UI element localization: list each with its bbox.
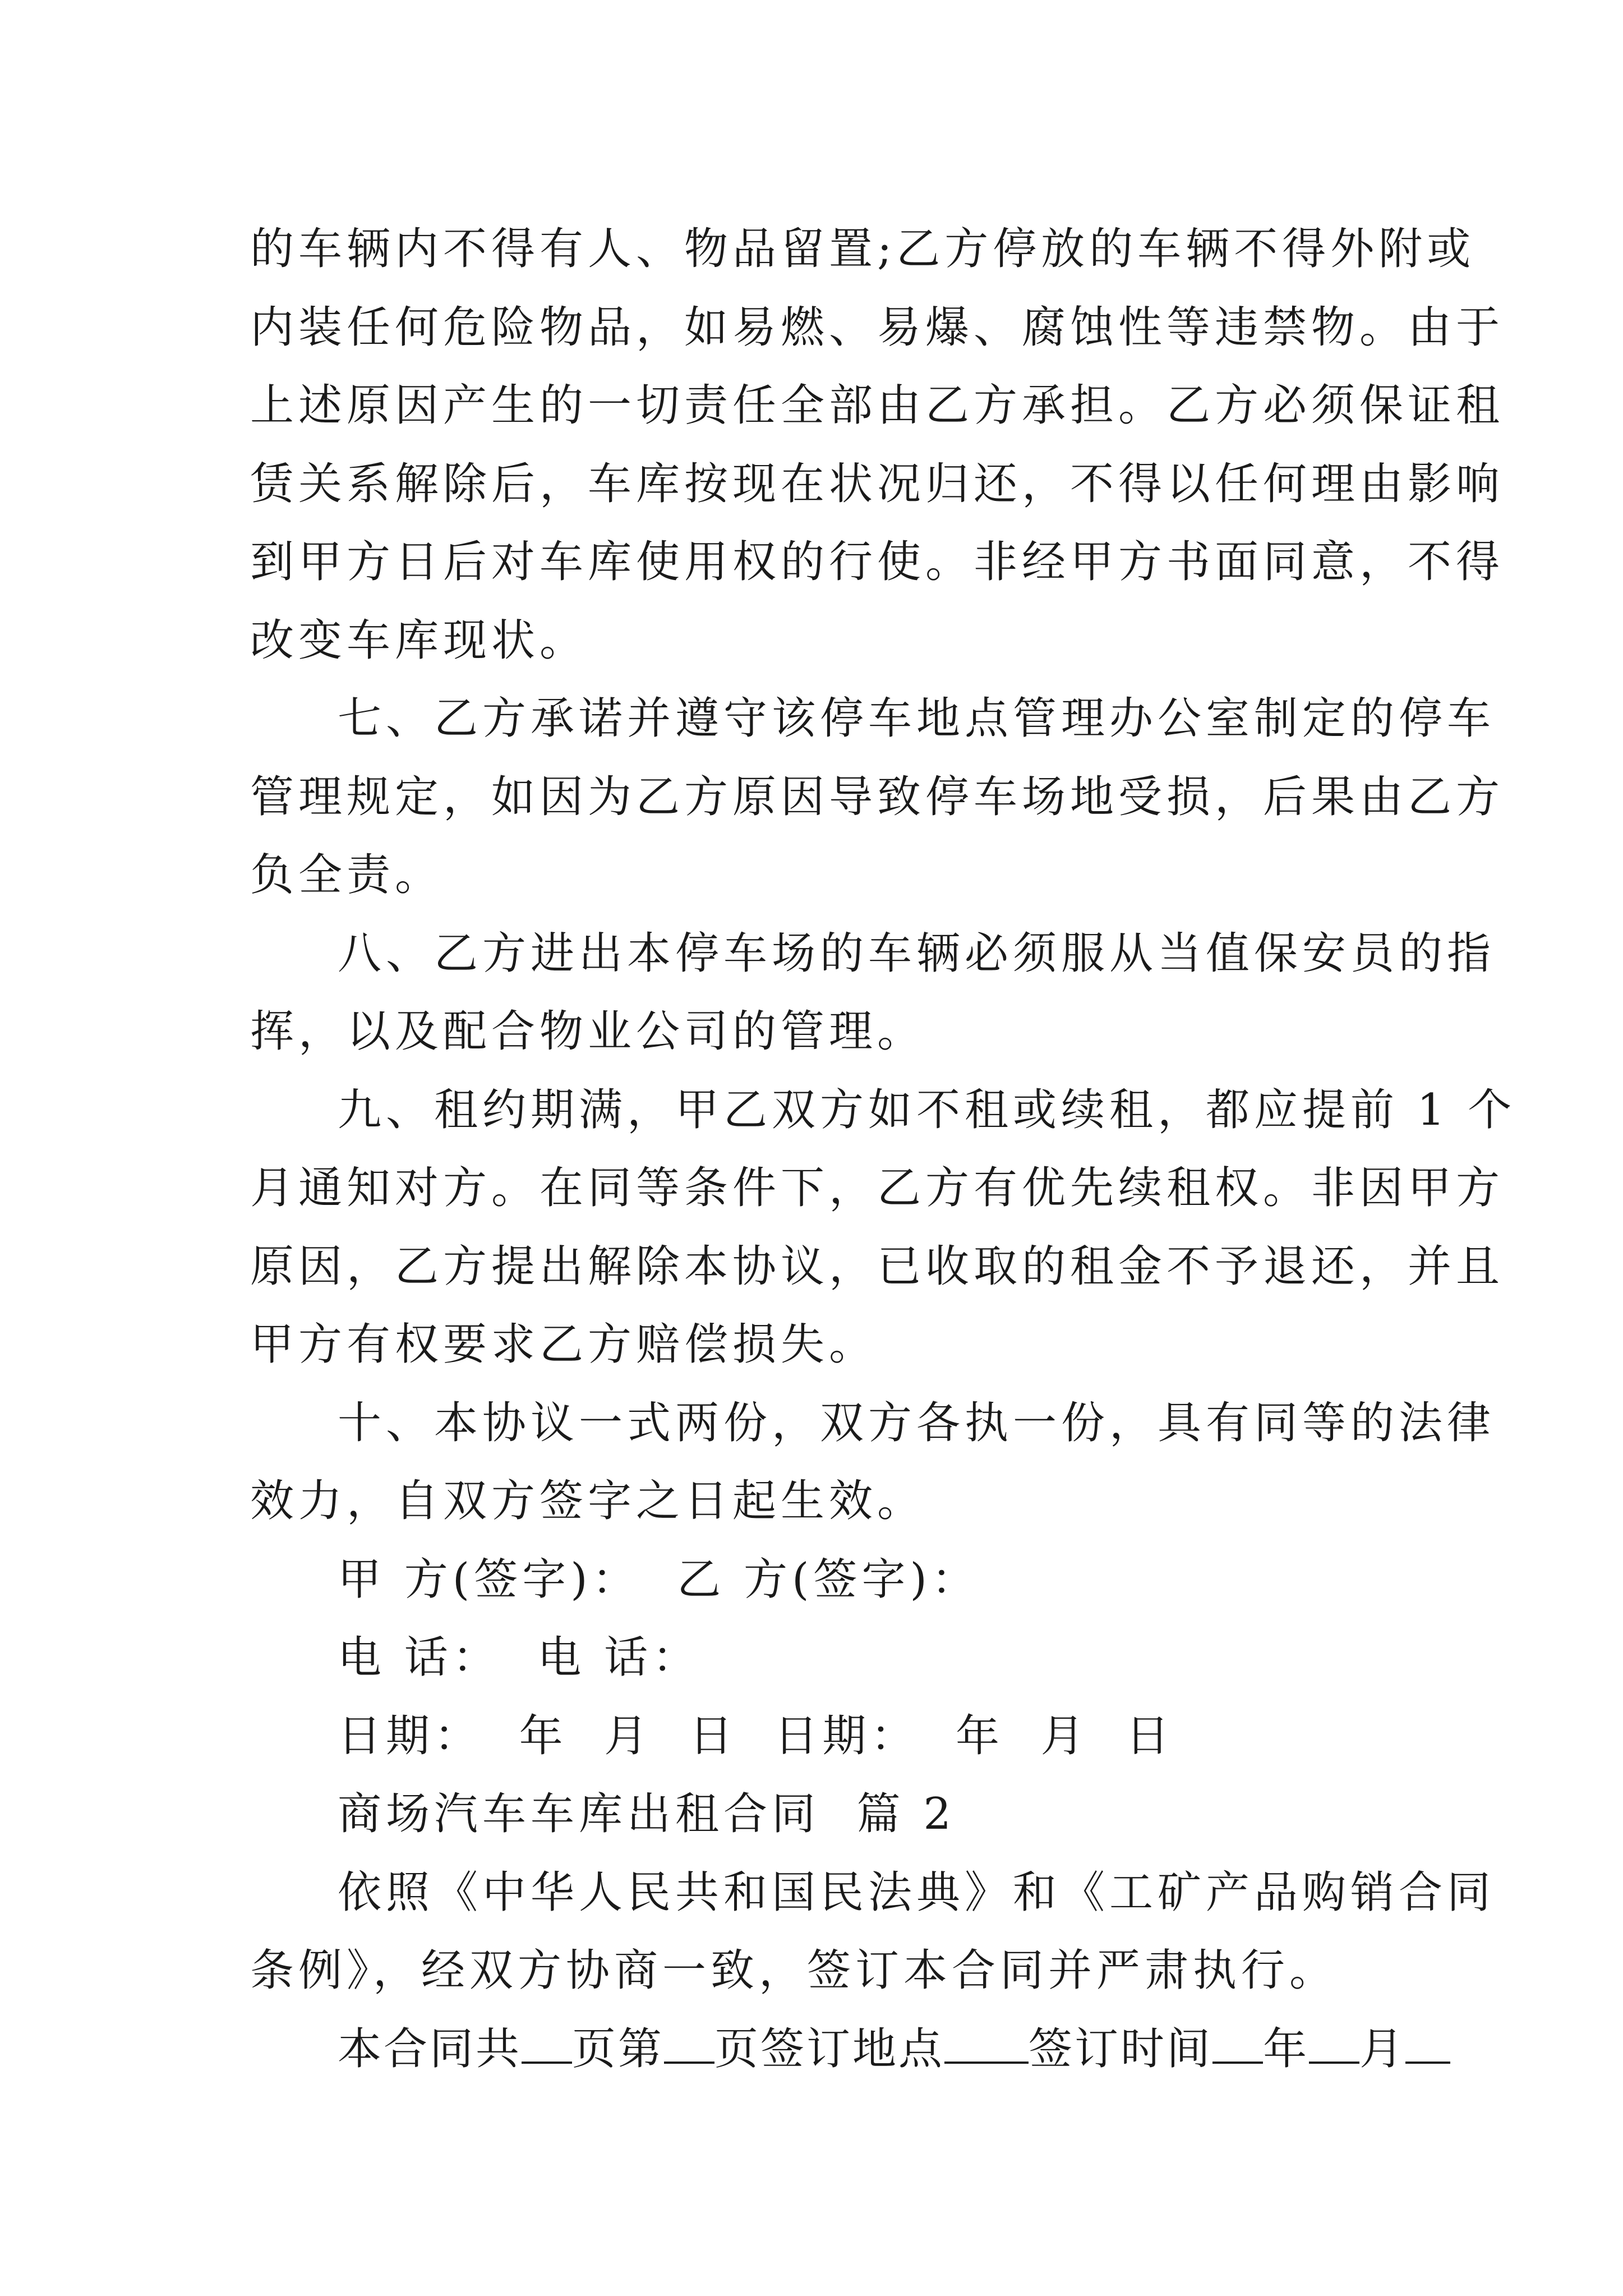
text-line: 挥，以及配合物业公司的管理。 bbox=[250, 1006, 926, 1057]
clause-7 bbox=[250, 680, 1505, 915]
signature-phone-line: 电 话： 电 话： bbox=[338, 1632, 701, 1683]
text-line: 到甲方日后对车库使用权的行使。非经甲方书面同意，不得 bbox=[250, 537, 1505, 587]
clause-8 bbox=[250, 915, 1496, 1071]
clause-10 bbox=[250, 1384, 1496, 1541]
text-line: 依照《中华人民共和国民法典》和《工矿产品购销合同 bbox=[338, 1867, 1496, 1918]
text-line: 月通知对方。在同等条件下，乙方有优先续租权。非因甲方 bbox=[250, 1163, 1505, 1213]
document-page bbox=[250, 210, 1516, 2088]
blank-field bbox=[664, 2022, 714, 2064]
form-label: 页第 bbox=[572, 2023, 665, 2074]
text-line: 原因，乙方提出解除本协议，已收取的租金不予退还，并且 bbox=[250, 1241, 1505, 1292]
blank-field bbox=[522, 2022, 572, 2064]
blank-field bbox=[1212, 2022, 1263, 2064]
text-line: 效力，自双方签字之日起生效。 bbox=[250, 1476, 926, 1526]
text-line: 改变车库现状。 bbox=[250, 615, 588, 666]
blank-field bbox=[1405, 2022, 1450, 2064]
text-line: 九、租约期满，甲乙双方如不租或续租，都应提前 1 个 bbox=[338, 1084, 1516, 1135]
blank-field bbox=[1309, 2022, 1359, 2064]
section-intro bbox=[250, 1854, 1496, 2010]
paragraph-continuation bbox=[250, 210, 1505, 680]
text-line: 的车辆内不得有人、物品留置;乙方停放的车辆不得外附或 bbox=[250, 224, 1476, 274]
form-label: 年 bbox=[1263, 2023, 1310, 2074]
form-label: 本合同共 bbox=[338, 2023, 522, 2074]
text-line: 负全责。 bbox=[250, 850, 444, 900]
text-line: 甲方有权要求乙方赔偿损失。 bbox=[250, 1319, 878, 1370]
text-line: 条例》，经双方协商一致，签订本合同并严肃执行。 bbox=[250, 1945, 1338, 1996]
contract-form-line bbox=[250, 2010, 1406, 2089]
signature-block bbox=[250, 1541, 1394, 1776]
section-title: 商场汽车车库出租合同 篇 2 bbox=[338, 1789, 956, 1839]
blank-field bbox=[944, 2022, 1029, 2064]
text-line: 八、乙方进出本停车场的车辆必须服从当值保安员的指 bbox=[338, 928, 1496, 979]
text-line: 赁关系解除后，车库按现在状况归还，不得以任何理由影响 bbox=[250, 458, 1505, 509]
text-line: 上述原因产生的一切责任全部由乙方承担。乙方必须保证租 bbox=[250, 380, 1505, 431]
text-line: 内装任何危险物品，如易燃、易爆、腐蚀性等违禁物。由于 bbox=[250, 302, 1505, 353]
signature-party-line: 甲 方(签字)： 乙 方(签字)： bbox=[338, 1554, 980, 1605]
form-label: 月 bbox=[1359, 2023, 1406, 2074]
signature-date-line: 日期： 年 月 日 日期： 年 月 日 bbox=[338, 1710, 1174, 1761]
form-label: 签订时间 bbox=[1029, 2023, 1213, 2074]
form-label: 页签订地点 bbox=[714, 2023, 945, 2074]
text-line: 十、本协议一式两份，双方各执一份，具有同等的法律 bbox=[338, 1397, 1496, 1448]
text-line: 管理规定，如因为乙方原因导致停车场地受损，后果由乙方 bbox=[250, 771, 1505, 822]
clause-9 bbox=[250, 1071, 1516, 1384]
text-line: 七、乙方承诺并遵守该停车地点管理办公室制定的停车 bbox=[338, 693, 1496, 744]
